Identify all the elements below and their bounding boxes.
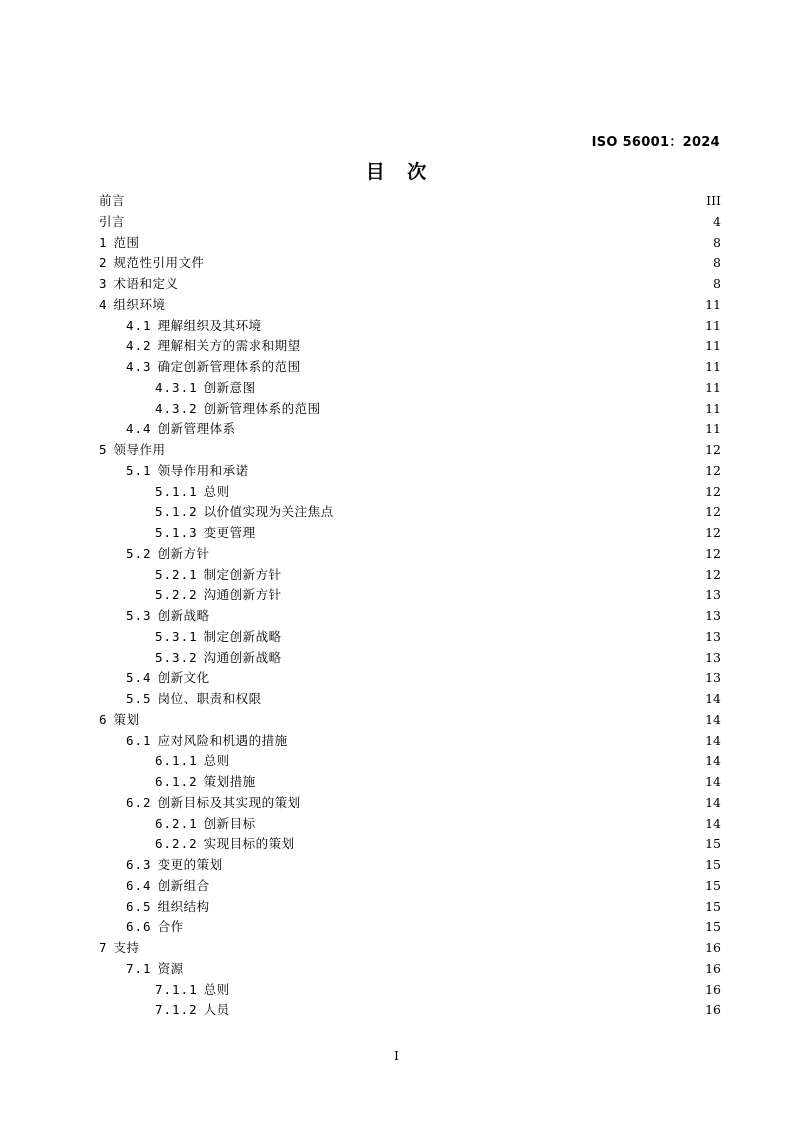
- toc-entry[interactable]: [99, 274, 721, 295]
- toc-entry-number: 6.2.1: [155, 815, 198, 831]
- toc-entry-label: [99, 959, 184, 980]
- toc-entry-number: 6.6: [126, 919, 152, 935]
- toc-entry[interactable]: [99, 253, 721, 274]
- toc-entry[interactable]: [99, 440, 721, 461]
- toc-entry-page: 15: [705, 857, 721, 872]
- toc-entry[interactable]: [99, 855, 721, 876]
- toc-entry-page: III: [706, 193, 721, 208]
- toc-entry-text: 策划措施: [203, 774, 256, 789]
- toc-entry-number: 6.2.2: [155, 836, 198, 852]
- toc-entry-number: 6.4: [126, 877, 152, 893]
- toc-entry-label: [99, 295, 166, 316]
- toc-entry-label: [99, 399, 321, 420]
- toc-entry-number: 5.1: [126, 462, 152, 478]
- toc-entry-page: 14: [705, 794, 721, 810]
- toc-entry[interactable]: [99, 876, 721, 897]
- toc-entry-text: 创新管理体系: [157, 421, 236, 437]
- toc-entry-page: 15: [705, 898, 721, 914]
- toc-entry-page: 8: [713, 276, 721, 291]
- toc-entry-label: [99, 606, 210, 627]
- toc-entry-label: [99, 814, 256, 835]
- toc-entry-number: 6.2: [126, 794, 152, 810]
- toc-entry-number: 7.1.2: [155, 1002, 198, 1018]
- toc-entry-page: 12: [705, 566, 721, 582]
- toc-entry[interactable]: [99, 585, 721, 606]
- toc-entry-number: 4.4: [126, 421, 152, 437]
- toc-entry-text: 术语和定义: [113, 276, 179, 291]
- toc-entry[interactable]: [99, 668, 721, 689]
- toc-entry-label: [99, 274, 179, 295]
- toc-entry-label: [99, 461, 249, 482]
- toc-entry-text: 创新目标: [203, 815, 256, 831]
- toc-entry-number: 5.3: [126, 608, 152, 623]
- toc-entry-text: 支持: [113, 940, 140, 955]
- toc-entry-label: [99, 668, 210, 689]
- toc-entry-page: 16: [705, 1002, 721, 1018]
- toc-entry[interactable]: [99, 606, 721, 627]
- toc-entry[interactable]: [99, 751, 721, 772]
- toc-entry-text: 合作: [157, 919, 184, 935]
- toc-entry-page: 14: [705, 691, 721, 706]
- toc-entry-number: 5.2: [126, 545, 152, 561]
- toc-entry[interactable]: [99, 648, 721, 669]
- toc-entry[interactable]: [99, 938, 721, 959]
- toc-entry-number: 5.5: [126, 691, 152, 706]
- toc-entry-text: 领导作用和承诺: [157, 462, 249, 478]
- toc-entry-label: [99, 565, 282, 586]
- toc-entry-number: 6.5: [126, 898, 152, 914]
- toc-entry-number: 5.1.1: [155, 483, 198, 499]
- toc-entry-number: 6: [99, 711, 108, 727]
- toc-entry-page: 11: [705, 359, 721, 374]
- toc-entry-text: 岗位、职责和权限: [157, 691, 262, 706]
- toc-entry[interactable]: [99, 523, 721, 544]
- toc-entry-label: [99, 336, 301, 357]
- toc-entry-number: 6.1: [126, 732, 152, 748]
- toc-entry-text: 沟通创新方针: [203, 587, 282, 603]
- toc-entry-label: [99, 253, 205, 274]
- toc-entry[interactable]: [99, 710, 721, 731]
- toc-entry-text: 组织结构: [157, 898, 210, 914]
- toc-entry-label: [99, 316, 262, 337]
- toc-entry[interactable]: [99, 212, 721, 233]
- toc-entry-label: [99, 793, 301, 814]
- toc-entry-page: 12: [705, 525, 721, 540]
- toc-entry-label: [99, 191, 125, 212]
- toc-entry-page: 13: [705, 628, 721, 644]
- toc-entry-page: 11: [705, 338, 721, 354]
- toc-entry-number: 5: [99, 442, 108, 457]
- toc-entry-text: 资源: [157, 960, 184, 976]
- toc-entry-label: [99, 980, 230, 1001]
- toc-entry-page: 16: [705, 981, 721, 997]
- table-of-contents: [99, 191, 721, 1021]
- toc-entry-text: 创新方针: [157, 545, 210, 561]
- toc-entry-label: [99, 938, 140, 959]
- toc-entry-number: 5.1.3: [155, 525, 198, 540]
- toc-entry-page: 14: [705, 753, 721, 769]
- toc-entry[interactable]: [99, 544, 721, 565]
- toc-entry-label: [99, 233, 140, 254]
- toc-entry-text: 确定创新管理体系的范围: [157, 359, 301, 374]
- toc-entry-label: [99, 357, 301, 378]
- toc-entry-label: [99, 876, 210, 897]
- document-code: ISO 56001：2024: [591, 135, 720, 150]
- page-number: I: [394, 1049, 399, 1063]
- toc-entry-page: 15: [705, 877, 721, 893]
- toc-entry-number: 7: [99, 940, 108, 955]
- toc-entry-text: 以价值实现为关注焦点: [203, 504, 334, 520]
- toc-entry-number: 5.2.2: [155, 587, 198, 603]
- toc-entry[interactable]: [99, 378, 721, 399]
- toc-entry-label: [99, 1000, 230, 1021]
- toc-entry-number: 4.3: [126, 359, 152, 374]
- toc-entry-number: 7.1: [126, 960, 152, 976]
- toc-entry-page: 12: [705, 442, 721, 457]
- toc-entry[interactable]: [99, 295, 721, 316]
- toc-entry-text: 理解相关方的需求和期望: [157, 338, 301, 354]
- toc-entry-label: [99, 585, 282, 606]
- toc-entry-number: 5.3.2: [155, 649, 198, 665]
- toc-entry-label: [99, 502, 334, 523]
- toc-entry-page: 15: [705, 919, 721, 935]
- toc-entry-text: 组织环境: [113, 296, 166, 312]
- toc-entry-text: 引言: [99, 213, 126, 229]
- toc-entry-page: 11: [705, 317, 721, 333]
- toc-entry-page: 14: [705, 711, 721, 727]
- toc-entry-page: 12: [705, 504, 721, 520]
- toc-entry-label: [99, 627, 282, 648]
- toc-entry-label: [99, 648, 282, 669]
- toc-entry-label: [99, 897, 210, 918]
- toc-entry-text: 制定创新战略: [203, 628, 282, 644]
- toc-entry-label: [99, 482, 230, 503]
- toc-entry-page: 15: [705, 836, 721, 852]
- toc-entry-text: 创新目标及其实现的策划: [157, 794, 301, 810]
- toc-entry-page: 13: [705, 587, 721, 603]
- toc-entry-label: [99, 751, 230, 772]
- toc-entry-label: [99, 731, 288, 752]
- toc-entry-number: 4.3.1: [155, 379, 198, 395]
- toc-entry-text: 理解组织及其环境: [157, 317, 262, 333]
- toc-entry-text: 领导作用: [113, 442, 166, 457]
- toc-entry[interactable]: [99, 980, 721, 1001]
- toc-entry-text: 范围: [113, 234, 140, 250]
- toc-entry[interactable]: [99, 233, 721, 254]
- toc-entry[interactable]: [99, 461, 721, 482]
- toc-entry-page: 12: [705, 545, 721, 561]
- toc-entry-text: 策划: [113, 711, 140, 727]
- toc-entry-text: 规范性引用文件: [113, 255, 205, 271]
- toc-entry[interactable]: [99, 357, 721, 378]
- toc-entry-page: 11: [705, 296, 721, 312]
- toc-entry-number: 4: [99, 296, 108, 312]
- toc-entry-page: 8: [713, 234, 721, 250]
- toc-entry-label: [99, 440, 166, 461]
- toc-entry[interactable]: [99, 689, 721, 710]
- toc-entry-label: [99, 689, 262, 710]
- toc-entry-page: 13: [705, 608, 721, 623]
- toc-entry-text: 总则: [203, 981, 230, 997]
- toc-entry-label: [99, 710, 140, 731]
- toc-entry-text: 应对风险和机遇的措施: [157, 732, 288, 748]
- toc-entry-label: [99, 544, 210, 565]
- toc-entry-page: 13: [705, 649, 721, 665]
- toc-entry-page: 8: [713, 255, 721, 271]
- toc-entry-label: [99, 523, 256, 544]
- toc-entry[interactable]: [99, 814, 721, 835]
- toc-entry-page: 13: [705, 670, 721, 686]
- toc-entry-number: 5.4: [126, 670, 152, 686]
- toc-entry[interactable]: [99, 627, 721, 648]
- toc-entry[interactable]: [99, 191, 721, 212]
- toc-entry[interactable]: [99, 897, 721, 918]
- toc-entry-page: 14: [705, 815, 721, 831]
- toc-entry-label: [99, 855, 223, 876]
- toc-entry-text: 创新管理体系的范围: [203, 400, 321, 416]
- toc-entry-number: 7.1.1: [155, 981, 198, 997]
- toc-entry-text: 创新组合: [157, 877, 210, 893]
- toc-entry[interactable]: [99, 917, 721, 938]
- toc-entry-number: 6.3: [126, 857, 152, 872]
- toc-entry[interactable]: [99, 834, 721, 855]
- toc-entry-page: 12: [705, 462, 721, 478]
- toc-entry-number: 4.1: [126, 317, 152, 333]
- toc-entry[interactable]: [99, 502, 721, 523]
- toc-entry-number: 5.2.1: [155, 566, 198, 582]
- toc-entry-label: [99, 212, 125, 233]
- toc-entry-label: [99, 419, 236, 440]
- toc-entry[interactable]: [99, 419, 721, 440]
- toc-entry[interactable]: [99, 399, 721, 420]
- toc-entry[interactable]: [99, 1000, 721, 1021]
- toc-entry-text: 创新战略: [157, 608, 210, 623]
- toc-entry-number: 6.1.1: [155, 753, 198, 769]
- toc-entry-label: [99, 772, 256, 793]
- toc-entry-number: 4.2: [126, 338, 152, 354]
- toc-entry-number: 1: [99, 234, 108, 250]
- toc-entry-page: 12: [705, 483, 721, 499]
- toc-entry-number: 2: [99, 255, 108, 271]
- toc-entry-number: 5.1.2: [155, 504, 198, 520]
- toc-entry-text: 人员: [203, 1002, 230, 1018]
- toc-entry-label: [99, 378, 256, 399]
- toc-entry[interactable]: [99, 793, 721, 814]
- toc-entry-page: 11: [705, 400, 721, 416]
- toc-entry-text: 创新文化: [157, 670, 210, 686]
- toc-entry-text: 制定创新方针: [203, 566, 282, 582]
- toc-entry-text: 变更管理: [203, 525, 256, 540]
- toc-entry-page: 11: [705, 421, 721, 437]
- toc-entry-number: 6.1.2: [155, 774, 198, 789]
- toc-entry-text: 变更的策划: [157, 857, 223, 872]
- toc-entry-page: 16: [705, 940, 721, 955]
- toc-entry-text: 创新意图: [203, 379, 256, 395]
- toc-entry-page: 11: [705, 379, 721, 395]
- toc-entry-page: 4: [713, 213, 721, 229]
- toc-entry-text: 前言: [99, 193, 126, 208]
- toc-title: 目 次: [365, 161, 428, 183]
- toc-entry-label: [99, 834, 295, 855]
- toc-entry-number: 3: [99, 276, 108, 291]
- toc-entry-text: 总则: [203, 753, 230, 769]
- toc-entry[interactable]: [99, 731, 721, 752]
- toc-entry[interactable]: [99, 959, 721, 980]
- toc-entry[interactable]: [99, 316, 721, 337]
- toc-entry-number: 5.3.1: [155, 628, 198, 644]
- toc-entry[interactable]: [99, 482, 721, 503]
- toc-entry[interactable]: [99, 565, 721, 586]
- toc-entry-page: 14: [705, 732, 721, 748]
- toc-entry-page: 16: [705, 960, 721, 976]
- toc-entry-text: 实现目标的策划: [203, 836, 295, 852]
- toc-entry[interactable]: [99, 336, 721, 357]
- toc-entry-text: 总则: [203, 483, 230, 499]
- toc-entry-page: 14: [705, 774, 721, 789]
- toc-entry-number: 4.3.2: [155, 400, 198, 416]
- toc-entry[interactable]: [99, 772, 721, 793]
- toc-entry-label: [99, 917, 184, 938]
- toc-entry-text: 沟通创新战略: [203, 649, 282, 665]
